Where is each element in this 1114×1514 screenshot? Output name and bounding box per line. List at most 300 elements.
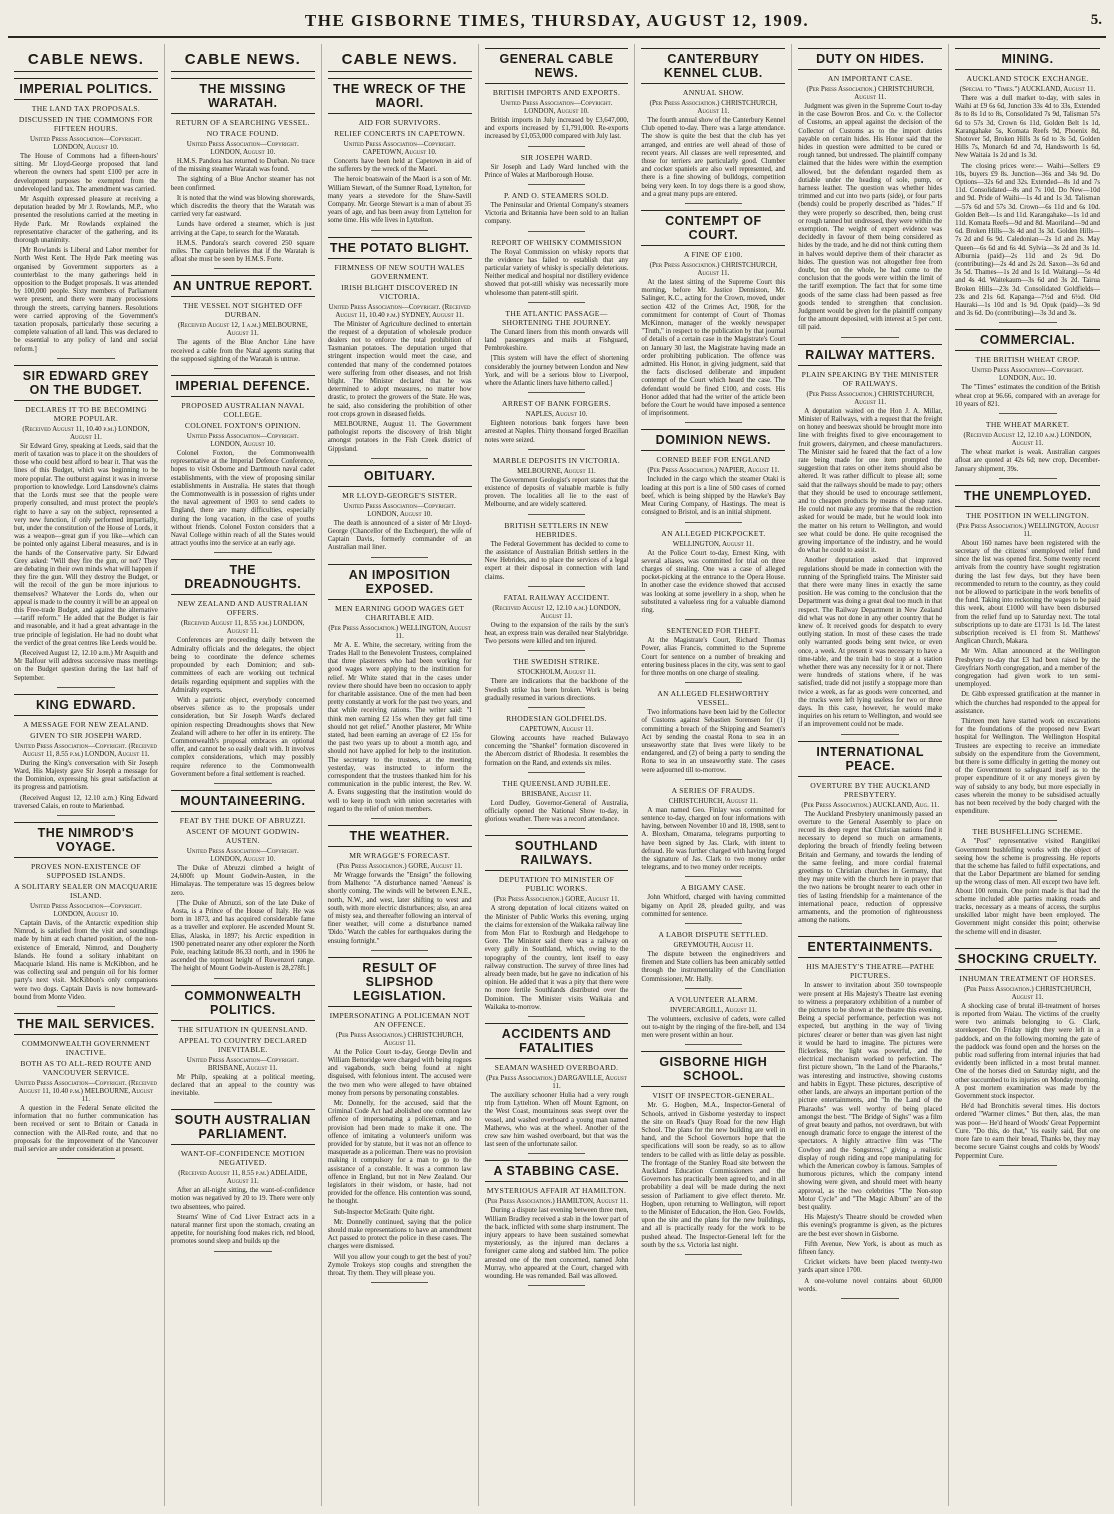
- article-paragraph: A question in the Federal Senate elicited the information that no further communication has been received or sent to Britain or Canada in connection with the All-Red route, and that no proposals for the improvement of the Vancouver mail service are under consideration at present.: [14, 1105, 158, 1154]
- article: [798, 48, 942, 338]
- article-paragraph: The fourth annual show of the Canterbury Kennel Club opened to-day. There was a large attendance. The show is quite the best that the club has yet arranged, and entries are well ahead of those of recent years. All classes are well represented, and those for terriers are particularly good. Clumber and cocker spaniels are also well represented, and there is a fine showing of bulldogs, competition being very keen. In toy dogs there is a good show, and a great many pups are entered.: [641, 117, 786, 198]
- article-paragraph: A strong deputation of local citizens waited on the Minister of Public Works this evening, urging the claims for extension of the Waikaka railway line from Mon Flat to Roxburgh and Hedgehope to Gore. The Minister said there was a railway on every gully in Southland, which, owing to the topography of the country, lent itself to easy railway construction. The survey of three lines had already been made, but he gave no indication of his opinion. He added that it was a pity that there were no more fertile Southlands distributed over the Dominion. The Minister visits Waikaia and Waikaka to-morrow.: [484, 905, 629, 1011]
- article-paragraph: Sir Joseph and Lady Ward lunched with the Prince of Wales at Marlborough House.: [484, 163, 629, 179]
- article-divider: [371, 230, 429, 231]
- article-divider: [841, 734, 899, 735]
- article-subheading: THE WHEAT MARKET.: [985, 420, 1070, 430]
- article-divider: [57, 687, 115, 688]
- article-divider: [371, 1282, 429, 1283]
- article-subheading: DECLARES IT TO BE BECOMING MORE POPULAR.: [25, 404, 147, 423]
- article-divider: [685, 422, 743, 423]
- article-dateline: CHRISTCHURCH, August 11.: [668, 796, 758, 805]
- article-subheading: RHODESIAN GOLDFIELDS.: [506, 713, 607, 723]
- article-subheading: A FINE OF £100.: [683, 250, 743, 260]
- article-paragraph: A man named Geo. Finlay was committed for sentence to-day, charged on four informations with having, between November 10 and 18, 1908, sent to A. Bloxham, Omarama, telegrams purporting to have been signed by Jas. Clark, with intent to defraud. He was further charged with having forged the signature of Jas. Clark to two money order telegrams, and to two money order receipts.: [641, 806, 786, 872]
- article: [171, 790, 315, 979]
- article-dateline: INVERCARGILL, August 11.: [669, 1005, 757, 1014]
- article: [485, 714, 629, 773]
- article-headline: SHOCKING CRUELTY.: [955, 948, 1100, 970]
- article: [485, 1023, 629, 1154]
- article-paragraph: Another deputation asked that improved regulations should be made in connection with the running of the Springfield trains. The Minister said that there were many lines in exactly the same position. He was coming to the conclusion that the Department was doing a great deal too much in that respect. The Railway Department in New Zealand did what was not done in any other country that he knew of. It received goods for despatch to every outlying station. In most of these cases the trade only warranted goods being sent twice, or even once, a week. At present it was necessary to have a time-table, and the train had to stop at a station whether there was any necessity for it or not. There were hundreds of stations where, if he was satisfied, trade did not justify a stoppage more than twice a week, as far as goods were concerned, and the trucks were left lying useless for two or three days. In this case, however, he would make inquiries on his return to Wellington, and would see if an improvement could not be made.: [798, 557, 943, 729]
- column-5: [635, 44, 792, 1506]
- article-headline: A STABBING CASE.: [485, 1160, 629, 1182]
- article-divider: [685, 682, 743, 683]
- newspaper-columns: [8, 44, 1106, 1506]
- article-divider: [999, 322, 1057, 323]
- article-paragraph: Owing to the expansion of the rails by the sun's heat, an express train was derailed near Stalybridge. Two persons were killed and ten injured.: [484, 621, 629, 646]
- article: [641, 786, 785, 878]
- article-subheading: DEPUTATION TO MINISTER OF PUBLIC WORKS.: [498, 875, 615, 894]
- article-headline: AN UNTRUE REPORT.: [171, 275, 315, 297]
- article-paragraph: Will you allow your cough to get the best of you? Zymole Trokeys stop coughs and strengthen the throat. Try them. They will please you.: [327, 1253, 472, 1278]
- article-dateline: (Received August 12, 1 a.m.) MELBOURNE, August 11.: [177, 321, 308, 338]
- article-dateline: United Press Association—Copyright. LONDON, August 10.: [186, 432, 299, 449]
- article-subheading: ASCENT OF MOUNT GODWIN-AUSTEN.: [185, 826, 300, 845]
- article-subheading: COMMONWEALTH GOVERNMENT INACTIVE.: [21, 1039, 151, 1058]
- article-subheading: THE SWEDISH STRIKE.: [513, 657, 600, 667]
- article-paragraph: H.M.S. Pandora's search covered 250 square miles. The captain believes that if the Waratah is afloat she must be seen by H.M.S. Forte.: [170, 239, 315, 264]
- article-paragraph: The Royal Commission on whisky reports that the evidence has failed to establish that any particular variety of whisky is specially deleterious. Neither medical and hospital nor distillery evidence showed that pot-still whisky was necessarily more wholesome than patent-still spirit.: [484, 248, 629, 297]
- article: [955, 827, 1100, 941]
- article-paragraph: About 160 names have been registered with the secretary of the citizens' unemployed relief fund since the list was opened first. Some twenty recent arrivals from the country have sought registration during the last few days, but they have been recommended to return to the country, as they could not be allowed to participate in the work benefits of the fund. Taking into reckoning the wages to be paid this week, about £1000 will have been disbursed from the relief fund up to Saturday next. The total subscriptions up to date are £1731 1s 1d. The latest subscription received is £1 from St. Matthews' Anglican Church, Makara.: [955, 539, 1100, 646]
- article-paragraph: Mr Wm. Allan announced at the Wellington Presbytery to-day that £3 had been raised by the Greyfriars North congregation, and a member of the congregation had given work to ten semi-unemployed.: [955, 648, 1100, 689]
- section-banner: CABLE NEWS.: [171, 48, 315, 72]
- article-paragraph: Conferences are proceeding daily between the Admiralty officials and the delegates, the object being to coordinate the defence schemes propounded by each Dominion; and sub-committees of each are working out technical details regarding equipment and supplies with the Admiralty experts.: [170, 637, 315, 694]
- article-subheading: IMPERSONATING A POLICEMAN NOT AN OFFENCE.: [329, 1010, 470, 1029]
- article: [955, 329, 1100, 414]
- article-headline: IMPERIAL POLITICS.: [14, 78, 158, 100]
- article-paragraph: Dr. Gibb expressed gratification at the manner in which the churches had responded to the appeal for assistance.: [955, 691, 1100, 715]
- article-dateline: United Press Association—Copyright. BRISBANE, August 11.: [186, 1055, 299, 1072]
- article-paragraph: Judgment was given in the Supreme Court to-day in the case Bowron Bros. and Co. v. the Collector of Customs, an appeal against the decision of the Collector of Customs as to the import duties payable on certain hides. His Honor said that the hides in question were admitted to be cured or rough tanned, but undressed. The plaintiff company claimed that the hides were within the exemption allowed, but the defendant regarded them as dutiable under the heading of sole, pump, or harness leather. The question was whether hides trimmed and cut into two parts (side), or four parts (bends) could be properly described as "hides." If they were properly so described, then, being crust or rough tanned but undressed, they were within the exemption. The weight of expert evidence was decidedly in favour of them being considered as hides by the trade, and he did not think cutting them in halves would deprive them of their character as hides. The question was not altogether free from doubt, but on the whole, he had come to the conclusion that the goods were within the limit of the tariff exemption. The fact that for some time goods of the same class had been passed as free goods tended to strengthen that conclusion. Judgment would be given for the plaintiff company for the amount deposited, with interest at 5 per cent. till paid.: [798, 103, 943, 332]
- article-divider: [528, 1016, 586, 1017]
- article-paragraph: Mr Wragge forwards the "Ensign" the following from Malheno: "A disturbance named 'Aeneas' is shortly coming. The winds will be between E.N.E., north, N.W., and west, later shifting to west and south, with more electric disturbances; also, an area of misty sea, and thereafter following an interval of finer weather, will come a disturbance named 'Dido.' Watch the cables for earthquakes during the ensuing fortnight.": [327, 871, 472, 945]
- article-subheading: SIR JOSEPH WARD.: [520, 152, 593, 162]
- article: [171, 559, 315, 783]
- article: [641, 48, 785, 204]
- article: [641, 1051, 785, 1255]
- article-dateline: (Received August 11, 8.55 p.m.) LONDON, August 11.: [180, 619, 305, 636]
- article-paragraph: The "Times" estimates the condition of the British wheat crop at 96.66, compared with an average for 10 years of 821.: [955, 384, 1100, 408]
- article-paragraph: Sub-Inspector McGrath: Quite right.: [333, 1208, 435, 1216]
- article-paragraph: Cricket wickets have been placed twenty-two yards apart since 1700.: [798, 1259, 943, 1275]
- article-subheading: THE LAND TAX PROPOSALS.: [31, 104, 141, 113]
- article-headline: RAILWAY MATTERS.: [798, 344, 942, 366]
- article-paragraph: Thirteen men have started work on excavations for the foundations of the proposed new Ewart hospital for Wellington. The Wellington Hospital Trustees are expecting to receive an immediate subsidy on the expenditure from the Government, but there is some difficulty in getting the money out of the Government to safeguard itself as to the proper expenditure of it or any moneys given by way of subsidy to any body, but more especially in cases wherein the money to be subsidised actually has not been received by the body charged with the expenditure.: [955, 717, 1100, 816]
- article-paragraph: In answer to invitation about 350 townspeople were present at His Majesty's Theatre last evening to witness a preparatory exhibition of a number of the pictures to be shown at the theatre this evening. Being a special performance, perfection was not expected, but anything in the way of 'living pictures' clearer or better than was given last night it would be hard to imagine. The pictures were flickerless, the light was powerful, and the electrical mechanism worked to perfection. The first picture shown, "In the Land of the Pharaohs," was interesting and instructive, showing customs and habits in Egypt. These pictures, descriptive of other lands, are always an important portion of the picture entertainments, and "In the Land of the Pharaohs" was well worthy of being placed amongst the best. "The Bridge of Sighs" was a film of great beauty and pathos, not overdrawn, but with enough dramatic force to engage the interest of the spectators. A highly attractive film was "The Cowboy and the Songstress," giving a realistic display of rough riding and rope manipulating for which the American cowboy is famous. Samples of humorous pictures, which the company intend showing were given, and should meet with hearty approval, as the two celebrities "The Non-stop Motor Cycle" and "The Magic Album" are of the best quality.: [798, 982, 943, 1211]
- article: [14, 822, 158, 1007]
- article-paragraph: The Duke of Abruzzi climbed a height of 24,600ft up Mount Godwin-Austen, in the Himalayas. The temperature was 15 degrees below zero.: [170, 864, 315, 897]
- article: [14, 78, 158, 359]
- article-paragraph: Captain Davis, of the Antarctic expedition ship Nimrod, is satisfied from the visit and soundings made by him at each charted position, of the non-existence of Emerald, Nimrod, and Dougherty Islands. He found a solitary inhabitant on Macquarie Island. His name is McKibbon, and he was collecting seal and penguin oil for his former party's next visit. McKibbon's only companions were two dogs. Captain Davis is now homeward-bound from Monte Video.: [14, 919, 158, 1001]
- article-dateline: WELLINGTON, August 11.: [672, 539, 754, 548]
- article-dateline: BRISBANE, August 11.: [521, 789, 592, 798]
- article-headline: THE UNEMPLOYED.: [955, 485, 1100, 507]
- article-dateline: NAPLES, August 10.: [525, 410, 588, 419]
- article-divider: [371, 818, 429, 819]
- article-subheading: MR LLOYD-GEORGE'S SISTER.: [342, 490, 458, 500]
- article: [171, 375, 315, 553]
- article-paragraph: MELBOURNE, August 11. The Government pathologist reports the discovery of Irish blight amongst potatoes in the Fish Creek district of Gippsland.: [327, 421, 472, 453]
- article-headline: AN IMPOSITION EXPOSED.: [328, 564, 472, 600]
- article-subheading: WANT-OF-CONFIDENCE MOTION NEGATIVED.: [180, 1149, 305, 1168]
- article-subheading: GIVEN TO SIR JOSEPH WARD.: [30, 730, 142, 740]
- article-subheading: PLAIN SPEAKING BY THE MINISTER OF RAILWAYS.: [801, 369, 939, 388]
- article-headline: GISBORNE HIGH SCHOOL.: [641, 1051, 785, 1087]
- article: [485, 153, 629, 185]
- article: [171, 985, 315, 1104]
- article-divider: [528, 586, 586, 587]
- article-divider: [685, 619, 743, 620]
- article-dateline: United Press Association—Copyright. LONDON, August 10.: [500, 99, 613, 115]
- article-paragraph: (Received August 12, 12.10 a.m.) King Edward traversed Calais, en route to Marienbad.: [14, 794, 158, 810]
- article-divider: [685, 988, 743, 989]
- article: [641, 210, 785, 423]
- article-paragraph: There was a dull market to-day, with sales in Waihi at £9 6s 6d, Junction 33s 4d to 33s, Extended 8s to 8s 1d to 8s, Consolidated 7s 9d, Talisman 57s 6d to 57s 3d, Crown 6s 11d, Golden Belt 1s 1d, Karangahake 5s, Komata Reefs 9d, Phoenix 8d, Shotover 5d, Broken Hills 3s 6d to 3s 5d, Golden Hills 7s, Monarch 6d and 7d, Handsworth 1s 6d, New Waitaia 1s 2d and 1s 3d.: [955, 95, 1100, 160]
- column-2: [165, 44, 322, 1506]
- article: [485, 779, 629, 830]
- newspaper-title: THE GISBORNE TIMES, THURSDAY, AUGUST 12, 1909.: [304, 11, 810, 30]
- article: [641, 529, 785, 621]
- article-headline: COMMERCIAL.: [955, 329, 1100, 351]
- article-dateline: (Per Press Association.) GORE, August 11.: [493, 895, 620, 904]
- article-paragraph: The Federal Government has decided to come to the assistance of Australian British settlers in the New Hebrides, and to place the services of a legal expert at their disposal in connection with land claims.: [484, 540, 629, 581]
- section-banner: CABLE NEWS.: [328, 48, 472, 72]
- article-subheading: THE BUSHFELLING SCHEME.: [972, 827, 1083, 837]
- article-paragraph: The closing prices were:— Waihi—Sellers £9 10s, buyers £9 8s. Junction—36s and 34s 9d. Do Options—32s 6d and 32s. Extended—8s 1d and 7s 11d. Consolidated—8s and 7s 10d. Do New—10d and 9d. Pride of Waihi—1s 4d and 1s 3d. Talisman—57s 6d and 57s 3d. Crown—6s 11d and 6s 10d. Golden Belt—1s and 11d. Karangahake—1s 1d and 11d. Komata Reefs—9d and 8d. Maoriland—9d and 6d. Broken Hills—3s 4d and 3s 3d. Golden Hills—7s 2d and 6s 9d. Caledonian—2s 1d and 2s. May Queen—6s 6d and 6s 4d. Sylvia—3s 2d and 3s 1d. Alburnia (paid)—2s 11d and 2s 9d. Do (contributing)—2s 4d and 2s 2d. Saxon—3s 6d and 3s 5d. Thames—1s 2d and 1s 1d. Waitangi—5s 4d and 4s 4d. Waitekaum—3s 6d and 3s 2d. Tairua Broken Hills—23s 3d. Consolidated Goldfields—23s and 21s 6d. Kapanga—7½d and 6½d. Old Hauraki—1s 10d and 1s 9d. Opuk (paid)—3s 9d and 3s 6d. Do (contributing)—3s 3d and 3s.: [955, 162, 1100, 318]
- article-paragraph: Mr. G. Hogben, M.A., Inspector-General of Schools, arrived in Gisborne yesterday to inspect the site on Read's Quay Road for the new High School. The plans for the new building are well in hand, and the School Governors hope that the specifications will soon be ready, so as to allow tenders to be called with as little delay as possible. The frontage of the Stanley Road site between the Auckland Education Commissioners and the Governors has practically been agreed to, and in all probability a deal will be made during the next session of Parliament to give effect thereto. Mr. Hogben, upon returning to Wellington, will report to the Minister of Education, the Hon. Geo. Fowlds, upon the site and the plans for the new buildings, and all is practically ready for the work to be pushed ahead. The Inspector-General left for the south by the s.s. Victoria last night.: [641, 1102, 786, 1249]
- article-divider: [214, 783, 272, 784]
- article: [641, 689, 785, 780]
- article-dateline: (Special to "Times.") AUCKLAND, August 11.: [959, 85, 1096, 93]
- article-divider: [214, 268, 272, 269]
- article-paragraph: At the Police Court to-day, George Devlin and William Bettoridge were charged with being rogues and vagabonds, such being found at night disguised, with felonious intent. The accused were the two men who were alleged to have obtained money from persons by personating constables.: [327, 1048, 472, 1097]
- article-dateline: United Press Association—Copyright. LONDON, August 10.: [186, 140, 299, 156]
- article: [14, 1013, 158, 1159]
- article-headline: SIR EDWARD GREY ON THE BUDGET.: [14, 365, 158, 401]
- article: [485, 1160, 629, 1286]
- article-subheading: AUCKLAND STOCK EXCHANGE.: [966, 74, 1089, 83]
- article-paragraph: The volunteers, exclusive of cadets, were called out to-night by the ringing of the fire-bell, and 134 men were present within an hour.: [641, 1015, 786, 1040]
- column-6: [792, 44, 949, 1506]
- article: [485, 238, 629, 303]
- article-paragraph: At the Police Court to-day, Ernest King, with several aliases, was committed for trial on three charges of stealing. One was a case of alleged pocket-picking at the entrance to the Opera House. In another case the evidence showed that accused was looking at some jewellery in a shop, when he substituted a valueless ring for a valuable diamond ring.: [641, 549, 786, 614]
- article-paragraph: The Government Geologist's report states that the existence of deposits of valuable marble is fully proven. The localities all lie to the east of Melbourne, and are widely scattered.: [484, 476, 629, 509]
- article-paragraph: The sighting of a Blue Anchor steamer has not been confirmed.: [170, 176, 315, 192]
- article-paragraph: The wheat market is weak. Australian cargoes afloat are quoted at 42s 6d; new crop, December-January shipment, 39s.: [955, 449, 1100, 473]
- article-divider: [214, 1251, 272, 1252]
- article-subheading: A BIGAMY CASE.: [680, 883, 746, 893]
- article-headline: OBITUARY.: [328, 465, 472, 487]
- article-headline: THE DREADNOUGHTS.: [171, 559, 315, 595]
- article-subheading: FIRMNESS OF NEW SOUTH WALES GOVERNMENT.: [334, 262, 465, 281]
- article-subheading: THE POSITION IN WELLINGTON.: [966, 510, 1090, 520]
- article-divider: [685, 876, 743, 877]
- article-subheading: HIS MAJESTY'S THEATRE—PATHE PICTURES.: [806, 962, 935, 981]
- article-paragraph: It is noted that the wind was blowing shorewards, which discredits the theory that the Waratah was carried very far eastward.: [170, 194, 315, 219]
- article-paragraph: There are indications that the backbone of the Swedish strike has been broken. Work is being gradually resumed in various directions.: [484, 678, 629, 702]
- article-dateline: United Press Association—Copyright. LONDON, Aug. 10.: [971, 366, 1084, 383]
- article-subheading: MEN EARNING GOOD WAGES GET CHARITABLE AID.: [335, 603, 465, 622]
- article: [14, 365, 158, 688]
- article-paragraph: Eighteen notorious bank forgers have been arrested at Naples. Thirty thousand forged Brazilian notes were seized.: [484, 420, 629, 444]
- article-divider: [371, 950, 429, 951]
- article: [485, 521, 629, 587]
- article: [171, 78, 315, 269]
- article-divider: [999, 820, 1057, 821]
- article-paragraph: Mr. Donnelly continued, saying that the police should make representations to have an amendment Act passed to protect the police in these cases. The charges were dismissed.: [327, 1218, 472, 1251]
- article-divider: [841, 1298, 899, 1299]
- article-paragraph: A "Post" representative visited Rangitikei Government bushfelling works with the object of seeing how the scheme is progressing. He reports that the scheme has failed to fulfil expectations, and that the Labor Department are blamed for sending up the wrong class of men. All except two have left. About 100 remain. One point made is that had the scheme included able parties making roads and tracks, necessary as a means of access, the surplus unskilled labor might have been employed. The Government might consider this point; otherwise the scheme will end in disaster.: [955, 838, 1100, 936]
- article-dateline: United Press Association—Copyright. LONDON, August 10.: [29, 135, 142, 151]
- article-paragraph: During a dispute last evening between three men, William Bradley received a stab in the lower part of the back, inflicted with some sharp instrument. The injury appears to have been sustained somewhat mysteriously, as the injured man declares a foreigner came along and stabbed him. The police arrested one of the men concerned, named John Murray, who appeared at the Court, charged with wounding. He was remanded. Bail was allowed.: [484, 1207, 629, 1281]
- article: [641, 930, 785, 989]
- article: [14, 694, 158, 816]
- article-headline: IMPERIAL DEFENCE.: [171, 375, 315, 397]
- article-subheading: DISCUSSED IN THE COMMONS FOR FIFTEEN HOURS.: [18, 115, 153, 133]
- article-divider: [841, 337, 899, 338]
- article-paragraph: British imports in July increased by £3,647,000, and exports increased by £1,791,000. Re-exports increased by £1,053,000 compared with July last.: [484, 117, 629, 141]
- article: [485, 593, 629, 652]
- article-divider: [528, 184, 586, 185]
- article-divider: [685, 779, 743, 780]
- article-divider: [528, 828, 586, 829]
- article-divider: [57, 1158, 115, 1159]
- article-subheading: BRITISH IMPORTS AND EXPORTS.: [492, 88, 621, 97]
- article-divider: [685, 1254, 743, 1255]
- article: [798, 344, 942, 735]
- article-dateline: (Received August 12, 12.10 a.m.) LONDON, August 11.: [492, 603, 621, 620]
- article-subheading: BOTH AS TO ALL-RED ROUTE AND VANCOUVER SERVICE.: [20, 1059, 152, 1078]
- article-subheading: PROPOSED AUSTRALIAN NAVAL COLLEGE.: [181, 401, 305, 420]
- section-banner: CABLE NEWS.: [14, 48, 158, 72]
- article-subheading: REPORT OF WHISKY COMMISSION: [491, 237, 622, 247]
- article-paragraph: Fifth Avenue, New York, is about as much as fifteen fancy.: [798, 1240, 943, 1256]
- article-subheading: NO TRACE FOUND.: [206, 129, 279, 138]
- article-divider: [841, 929, 899, 930]
- article: [955, 420, 1100, 479]
- article-paragraph: H.M.S. Pandora has returned to Durban. No trace of the missing steamer Waratah was found.: [170, 158, 315, 174]
- article: [641, 995, 785, 1046]
- article-dateline: (Per Press Association.) CHRISTCHURCH, August 11.: [963, 984, 1092, 1001]
- article-paragraph: Glowing accounts have reached Bulawayo concerning the "Shankel" formation discovered in the Abercorn district of Rhodesia. It resembles the formation on the Rand, and extends six miles.: [484, 734, 629, 767]
- article-headline: THE NIMROD'S VOYAGE.: [14, 822, 158, 858]
- article: [328, 465, 472, 558]
- article-subheading: A VOLUNTEER ALARM.: [669, 994, 758, 1004]
- article-paragraph: At the latest sitting of the Supreme Court this morning, before Mr. Justice Denniston, Mr. Salinger, K.C., acting for the Crown, moved, under section 432 of the Crimes Act, 1908, for the commitment for contempt of Court of Thomas McKinnon, manager of the weekly newspaper "Truth," in respect to the publication by that journal of details of a certain case in the Magistrate's Court on January 30 last, the Magistrate having made an order prohibiting publication. The offence was admitted. His Honor, in giving judgment, said that the facts disclosed deliberate and impudent contempt of the Court which heard the case. The defendant would be fined £100, and costs. His Honor added that had the writer of the article been before the Court he would have imposed a sentence of imprisonment.: [641, 279, 786, 418]
- article-headline: MOUNTAINEERING.: [171, 790, 315, 812]
- column-7: [949, 44, 1106, 1506]
- article-divider: [528, 302, 586, 303]
- article-dateline: (Per Press Association.) AUCKLAND, Aug. 11.: [801, 800, 940, 809]
- article-paragraph: At the Magistrate's Court, Richard Thomas Power, alias Francis, committed to the Supreme Court for sentence on a number of breaking and entering business places in the city, was sent to gaol for three months on one charge of stealing.: [641, 637, 786, 677]
- article-dateline: (Per Press Association.) GORE, August 11.: [336, 861, 463, 870]
- article-dateline: United Press Association—Copyright. CAPETOWN, August 10.: [343, 140, 456, 156]
- article-divider: [214, 368, 272, 369]
- article-subheading: AID FOR SURVIVORS.: [358, 118, 441, 127]
- article-paragraph: The Peninsular and Oriental Company's steamers Victoria and Britannia have been sold to an Italian company.: [484, 202, 629, 226]
- article-dateline: STOCKHOLM, August 11.: [517, 668, 596, 677]
- article-dateline: (Received August 12, 12.10 a.m.) LONDON, August 11.: [963, 431, 1092, 448]
- article-subheading: APPEAL TO COUNTRY DECLARED INEVITABLE.: [178, 1035, 307, 1054]
- article-subheading: AN ALLEGED PICKPOCKET.: [661, 528, 766, 538]
- article-subheading: FATAL RAILWAY ACCIDENT.: [503, 592, 610, 602]
- article-subheading: PROVES NON-EXISTENCE OF SUPPOSED ISLANDS.: [31, 861, 141, 880]
- article-headline: DUTY ON HIDES.: [798, 48, 942, 70]
- article-dateline: United Press Association—Copyright. LONDON, August 10.: [29, 901, 142, 918]
- article-paragraph: Lunds have ordered a steamer, which is just arriving at the Cape, to search for the Waratah.: [170, 221, 315, 237]
- article-subheading: THE ATLANTIC PASSAGE—SHORTENING THE JOURNEY.: [502, 308, 611, 327]
- article-dateline: (Per Press Association.) CHRISTCHURCH, August 11.: [806, 85, 934, 101]
- article-paragraph: A shocking case of brutal ill-treatment of horses is reported from Waiau. The victims of the cruelty were two animals belonging to G. Clark, storekeeper. On Friday night they were left in a paddock, and on the following morning the gate of the paddock was found open and the horses on the public road suffering from internal injuries that had evidently been inflicted in a most brutal manner. One of the horses died on Saturday night, and the other succumbed to its injuries on Monday morning. A post mortem examination was made by the Government stock inspector.: [955, 1002, 1100, 1101]
- article-headline: RESULT OF SLIPSHOD LEGISLATION.: [328, 957, 472, 1007]
- article-headline: SOUTHLAND RAILWAYS.: [485, 835, 629, 871]
- article: [171, 275, 315, 369]
- masthead: [8, 6, 1106, 38]
- article-divider: [528, 514, 586, 515]
- article: [641, 429, 785, 522]
- article-paragraph: Mr Philp, speaking at a political meeting, declared that an appeal to the country was inevitable.: [170, 1073, 315, 1097]
- article: [328, 825, 472, 951]
- article-paragraph: Mr Asquith expressed pleasure at receiving a deputation headed by Mr J. Rowlands, M.P., who presented the resolutions carried at the meeting in Hyde Park. Mr Rowlands explained the representative character of the gathering, and its thorough unanimity.: [14, 196, 158, 245]
- article-subheading: AN ALLEGED FLESHWORTHY VESSEL.: [657, 689, 770, 708]
- article-paragraph: The Minister of Agriculture declined to entertain the request of a deputation of wholesale produce dealers not to enforce the total prohibition of Tasmanian potatoes. The deputation urged that stringent inspection would meet the case, and contended that many of the condemned potatoes were suffering from other diseases, and not Irish blight. The Minister declared that he was determined to adopt measures, no matter how drastic, to protect the growers of the State. He was, he said, also considering the prohibition of other root crops grown in diseased fields.: [327, 320, 472, 418]
- article-dateline: (Per Press Association.) WELLINGTON, August 11.: [328, 623, 471, 640]
- article-divider: [685, 1044, 743, 1045]
- article-divider: [214, 552, 272, 553]
- article-paragraph: Included in the cargo which the steamer Otaki is loading at this port is a line of 500 cases of corned beef, which is being shipped by the Hawke's Bay Meat Curing Company, of Hastings. The meat is consigned to Bristol, and is an initial shipment.: [641, 476, 786, 517]
- article-paragraph: [The Duke of Abruzzi, son of the late Duke of Aosta, is a Prince of the House of Italy. He was born in 1873, and has acquired considerable fame as a traveller and explorer. He ascended Mount St. Elias, Alaska, in 1897; his Arctic expedition in 1900 penetrated nearer any other explorer the North Pole, reaching latitude 86.33 north, and in 1906 he ascended the topmost height of Ruwenzori range. The height of Mount Godwin-Austen is 28,278ft.]: [170, 899, 315, 973]
- article: [485, 399, 629, 450]
- article: [485, 456, 629, 515]
- article-subheading: THE SITUATION IN QUEENSLAND.: [178, 1024, 308, 1034]
- article-divider: [999, 1165, 1057, 1166]
- article-headline: MINING.: [955, 48, 1100, 70]
- article-paragraph: [This system will have the effect of shortening considerably the journey between London and New York, and will be a serious blow to Liverpool, where the Atlantic liners have hitherto called.]: [484, 355, 629, 388]
- article-dateline: (Per Press Association.) HAMILTON, August 11.: [484, 1197, 629, 1206]
- article-divider: [528, 1285, 586, 1286]
- article-dateline: MELBOURNE, August 11.: [517, 466, 596, 475]
- article-dateline: (Received August 11, 8.55 p.m.) ADELAIDE, August 11.: [178, 1169, 308, 1186]
- article-dateline: (Per Press Association.) CHRISTCHURCH, August 11.: [335, 1030, 464, 1047]
- article-subheading: FEAT BY THE DUKE OF ABRUZZI.: [179, 815, 306, 825]
- article-headline: CONTEMPT OF COURT.: [641, 210, 785, 246]
- article-paragraph: (Received August 12, 12.10 a.m.) Mr Asquith and Mr Balfour will address successive mass meetings on the Budget question during the last half of September.: [14, 649, 158, 682]
- article-subheading: THE VESSEL NOT SIGHTED OFF DURBAN.: [183, 301, 303, 320]
- article-subheading: CORNED BEEF FOR ENGLAND: [656, 455, 771, 465]
- article-subheading: A MESSAGE FOR NEW ZEALAND.: [23, 719, 149, 729]
- article-paragraph: His Majesty's Theatre should be crowded when this evening's programme is given, as the pictures are the best ever shown in Gisborne.: [798, 1214, 943, 1238]
- article-paragraph: [Mr Rowlands is Liberal and Labor member for North West Kent. The Hyde Park meeting was organised by Government supporters as a counterblast to the many gatherings held in opposition to the Budget proposals. It was attended by 100,000 people. Sixty members of Parliament were present, and there were many processions through the streets, carrying banners. Resolutions were carried approving of the Government's taxation proposals, particularly those securing a complete valuation of all land. This was declared to be essential to any policy of land and social reform.]: [14, 247, 158, 353]
- article-paragraph: The House of Commons had a fifteen-hours' sitting. Mr Lloyd-George proposed that land whereon the owners had spent £100 per acre in development purposes be exempted from the undeveloped land tax. The amendment was carried.: [14, 153, 158, 193]
- article-paragraph: Concerts have been held at Capetown in aid of the sufferers by the wreck of the Maori.: [327, 158, 472, 174]
- article-headline: COMMONWEALTH POLITICS.: [171, 985, 315, 1021]
- article-divider: [528, 707, 586, 708]
- article-divider: [528, 1153, 586, 1154]
- article-headline: DOMINION NEWS.: [641, 429, 785, 451]
- article-dateline: (Per Press Association.) CHRISTCHURCH, August 11.: [649, 99, 778, 115]
- article-subheading: ANNUAL SHOW.: [682, 88, 744, 97]
- article: [955, 48, 1100, 323]
- article: [328, 78, 472, 231]
- article-dateline: (Per Press Association.) CHRISTCHURCH, August 11.: [806, 389, 934, 406]
- article-paragraph: The Auckland Presbytery unanimously passed an overture to the General Assembly to place on record its deep regret that Christian nations find it necessary to depend so much on armaments, deploring the breach of friendly feeling between Britain and Germany, and towards the lending of the same feeling, and more cordial fraternal greetings to Christian churches in Germany, that they may unite with the church here in prayer that the two nations be brought nearer to each other in ties of lasting friendship for a maintenance of the international peace, reduction of oppressive armaments, and the promotion of righteousness among the nations.: [798, 810, 943, 925]
- article-dateline: (Received August 11, 10.40 p.m.) LONDON, August 11.: [22, 424, 150, 441]
- article-divider: [57, 1006, 115, 1007]
- article-paragraph: Lord Dudley, Governor-General of Australia, officially opened the National Show to-day, in glorious weather. There was a record attendance.: [484, 799, 629, 824]
- article-headline: THE WRECK OF THE MAORI.: [328, 78, 472, 114]
- article-paragraph: He'd had Bronchitis several times. His doctors ordered "Warmer climes." But then, alas, the man was poor— He'd heard of Woods' Great Peppermint Cure. "Do this, do that," 'tis easily said, But one more fare to earn their bread, Thanks be, they may become secure 'Gainst coughs and colds by Woods' Peppermint Cure.: [955, 1103, 1100, 1160]
- article-divider: [57, 815, 115, 816]
- article-headline: INTERNATIONAL PEACE.: [798, 741, 942, 777]
- article-divider: [999, 413, 1057, 414]
- article-dateline: (Per Press Association.) WELLINGTON, August 11.: [956, 521, 1099, 538]
- article-divider: [528, 392, 586, 393]
- article: [485, 191, 629, 232]
- column-1: [8, 44, 165, 1506]
- article: [485, 309, 629, 393]
- article-headline: GENERAL CABLE NEWS.: [485, 48, 629, 84]
- article: [641, 626, 785, 683]
- article-headline: ACCIDENTS AND FATALITIES: [485, 1023, 629, 1059]
- article-subheading: VISIT OF INSPECTOR-GENERAL.: [652, 1091, 775, 1101]
- article: [14, 48, 158, 72]
- article-paragraph: The death is announced of a sister of Mr Lloyd-George (Chancellor of the Exchequer), the wife of Captain Davis, formerly commander of an Australian mail liner.: [327, 519, 472, 552]
- article-headline: THE WEATHER.: [328, 825, 472, 847]
- article-dateline: (Per Press Association.) DARGAVILLE, August 11.: [486, 1073, 627, 1090]
- article-paragraph: Mr A. E. White, the secretary, writing from the Trades Hall to the Benevolent Trustees, complained that three plasterers who had been working for good wages were applying to the institution for relief. Mr White stated that in the cases under review there should have been no occasion to apply for charitable assistance. One of the men had been pretty constantly at work for the past two years, and that while receiving rations. The writer said: "I think men earning £2 15s when they get full time should not get relief." Another plasterer, Mr White stated, had been earning an average of £2 15s for the past two years up to about a month ago, and should not have applied for help to the institution. The secretary to the trustees, at the meeting yesterday, was instructed to inform the correspondent that the trustees thanked him for his communication in the public interest, the Rev. W. A. Evans suggesting that the institution would do well to keep in touch with union secretaries with regard to the relief of union members.: [327, 641, 472, 813]
- article-subheading: IRISH BLIGHT DISCOVERED IN VICTORIA.: [341, 282, 459, 301]
- article-paragraph: John Whitford, charged with having committed bigamy on April 28, pleaded guilty, and was committed for sentence.: [641, 894, 786, 918]
- article-divider: [57, 358, 115, 359]
- article-subheading: AN IMPORTANT CASE.: [827, 74, 913, 83]
- column-3: [322, 44, 479, 1506]
- article-paragraph: The Cunard liners from this month onwards will land passengers and mails at Fishguard, Pembrokeshire.: [484, 328, 629, 353]
- article-headline: THE MISSING WARATAH.: [171, 78, 315, 114]
- article-dateline: United Press Association—Copyright. LONDON, August 10.: [343, 501, 456, 518]
- article-divider: [528, 231, 586, 232]
- article: [328, 564, 472, 819]
- article-subheading: INHUMAN TREATMENT OF HORSES.: [959, 973, 1096, 983]
- article-dateline: United Press Association—Copyright. LONDON, August 10.: [186, 846, 299, 863]
- article-paragraph: Sir Edward Grey, speaking at Leeds, said that the merit of taxation was to place it on the shoulders of those who could best afford to bear it. That was the lines of this Budget, which was beginning to be more popular. The outburst against it was in inverse proportion to knowledge. Lord Lansdowne's claims that the Lords must see that the people were properly consulted, and must protect the people's right to have a say on the subject, represented a very new function, if only performed impartially, but, under the constitution of the House of Lords, it was a weapon—great gun if you like—which can be pointed only against Liberal measures, and is in the hands of the Conservative party. Sir Edward Grey asked: "Will they fire the gun, or not? They are debating in their own minds what will happen if they fire the gun. Will they destroy the Budget, or will the recoil of the gun be more injurious to themselves? Whatever the Lords do, when our appeal is made to the country it will be an appeal on this Free-trade Budget, and against the alternative—tariff reform." He added that the Budget is fair and reasonable, and it had a great advantage in the true principle of legislation. He had no doubt what the verdict of the great centres like Leeds would be.: [14, 442, 158, 647]
- article-paragraph: The dispute between the enginedrivers and firemen and State colliers has been amicably settled through the instrumentality of the Conciliation Commissioner, Mr. Hally.: [641, 951, 786, 983]
- article-subheading: OVERTURE BY THE AUCKLAND PRESBYTERY.: [810, 780, 931, 799]
- article: [485, 835, 629, 1017]
- article: [328, 957, 472, 1283]
- article-subheading: MR WRAGGE'S FORECAST.: [349, 850, 451, 860]
- article-subheading: RETURN OF A SEARCHING VESSEL.: [175, 118, 310, 127]
- article-paragraph: Mr. Donnelly, for the accused, said that the Criminal Code Act had abolished one common law offence of impersonating a policeman, and no provision had been made to make it one. The offence of imitating a volunteer's uniform was provided for by statute, but it was not an offence to masquerade as a policeman. There was no provision making it compulsory for a man to go to the assistance of a constable. It was a common law offence in England, but not in New Zealand. Our legislators in their wisdom, or haste, had not provided for the offence. His contention was sound, he thought.: [327, 1100, 472, 1206]
- article: [328, 48, 472, 72]
- article-dateline: CAPETOWN, August 11.: [519, 724, 594, 733]
- article-subheading: BRITISH SETTLERS IN NEW HEBRIDES.: [504, 520, 609, 539]
- article-headline: CANTERBURY KENNEL CLUB.: [641, 48, 785, 84]
- article: [955, 948, 1100, 1166]
- article-paragraph: The agents of the Blue Anchor Line have received a cable from the Natal agents stating that the supposed sighting of the Waratah is untrue.: [170, 339, 315, 363]
- article-paragraph: Colonel Foxton, the Commonwealth representative at the Imperial Defence Conference, hopes to visit Osborne and Dartmouth naval cadet establishments, with the view of proposing similar establishments in Australia. He states that though the Commonwealth is in possession of rights under the naval agreement of 1903 to send cadets to England, there are many difficulties, especially during the long vacation, in the case of youths without friends. Colonel Foxton considers that a Naval College within reach of all the States would attract youths into the service at an early age.: [170, 450, 315, 548]
- article-paragraph: After an all-night sitting, the want-of-confidence motion was negatived by 20 to 19. There were only two absentees, who paired.: [170, 1187, 315, 1211]
- article: [955, 485, 1100, 822]
- article-paragraph: During the King's conversation with Sir Joseph Ward, His Majesty gave Sir Joseph a message for the Dominion, expressing his great satisfaction at its progress and patriotism.: [14, 759, 158, 792]
- article-divider: [528, 650, 586, 651]
- article-paragraph: Two informations have been laid by the Collector of Customs against Sebastien Sorensen for (1) committing a breach of the Shipping and Seamen's Act by sending the coastal Rona to sea in an unseaworthy state that lives were likely to be endangered, and (2) of being a party to sending the Rona to sea in an unseaworthy state. The cases were adjourned till to-morrow.: [641, 709, 786, 774]
- column-4: [479, 44, 636, 1506]
- article-divider: [371, 557, 429, 558]
- article: [171, 48, 315, 72]
- article-paragraph: The auxiliary schooner Hulia had a very rough trip from Lyttelton. When off Mount Egmont, on the West Coast, mountainous seas swept over the vessel, and washed overboard a young man named Mathews, who was at the wheel. Another of the crew saw him washed overboard, but that was the last seen of the unfortunate sailor.: [484, 1091, 629, 1149]
- article-divider: [371, 458, 429, 459]
